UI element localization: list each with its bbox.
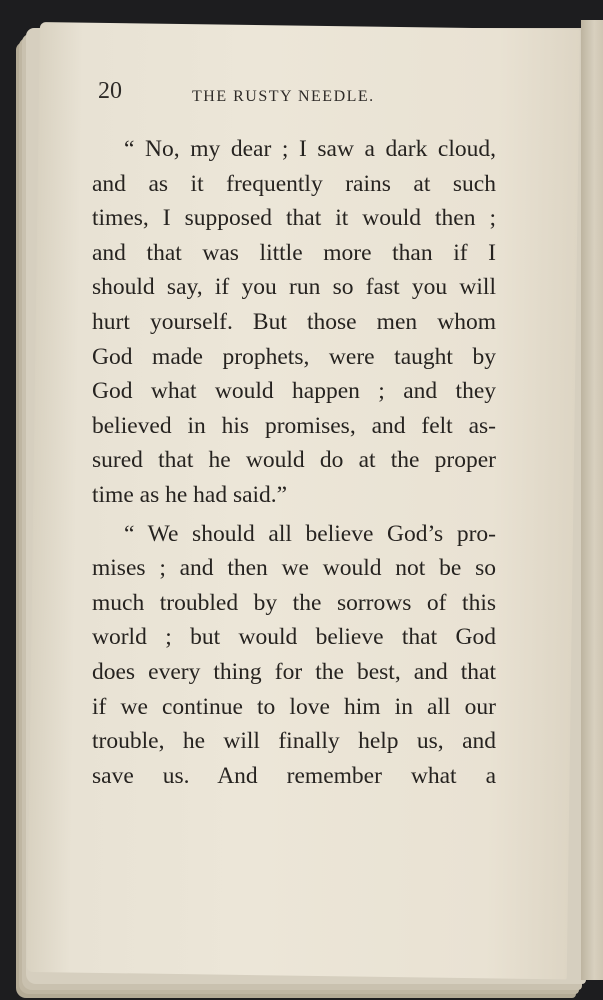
text-line: God what would happen ; and they [92, 378, 496, 405]
page-number: 20 [98, 78, 122, 104]
text-line: and as it frequently rains at such [92, 170, 496, 197]
text-line: times, I supposed that it would then ; [92, 205, 496, 232]
paragraph-1 [92, 132, 496, 513]
text-line: hurt yourself. But those men whom [92, 308, 496, 335]
text-line: and that was little more than if I [92, 239, 496, 266]
paragraph-2 [92, 517, 496, 794]
text-line: much troubled by the sorrows of this [92, 589, 496, 616]
body-text [92, 132, 496, 793]
text-line: if we continue to love him in all our [92, 693, 496, 720]
text-line: world ; but would believe that God [92, 624, 496, 651]
text-line: sured that he would do at the proper [92, 447, 496, 474]
text-line: believed in his promises, and felt as- [92, 412, 496, 439]
text-line: should say, if you run so fast you will [92, 274, 496, 301]
text-line: mises ; and then we would not be so [92, 555, 496, 582]
text-line: “ We should all believe God’s pro- [124, 520, 496, 547]
running-title: THE RUSTY NEEDLE. [192, 88, 375, 105]
text-line: “ No, my dear ; I saw a dark cloud, [124, 136, 496, 162]
text-line: God made prophets, were taught by [92, 343, 496, 370]
book-gutter [581, 20, 603, 980]
text-line: save us. And remember what a [92, 762, 496, 789]
text-line: time as he had said.” [92, 481, 288, 508]
text-line: trouble, he will finally help us, and [92, 728, 496, 755]
text-line: does every thing for the best, and that [92, 658, 496, 685]
page-header [98, 78, 518, 108]
